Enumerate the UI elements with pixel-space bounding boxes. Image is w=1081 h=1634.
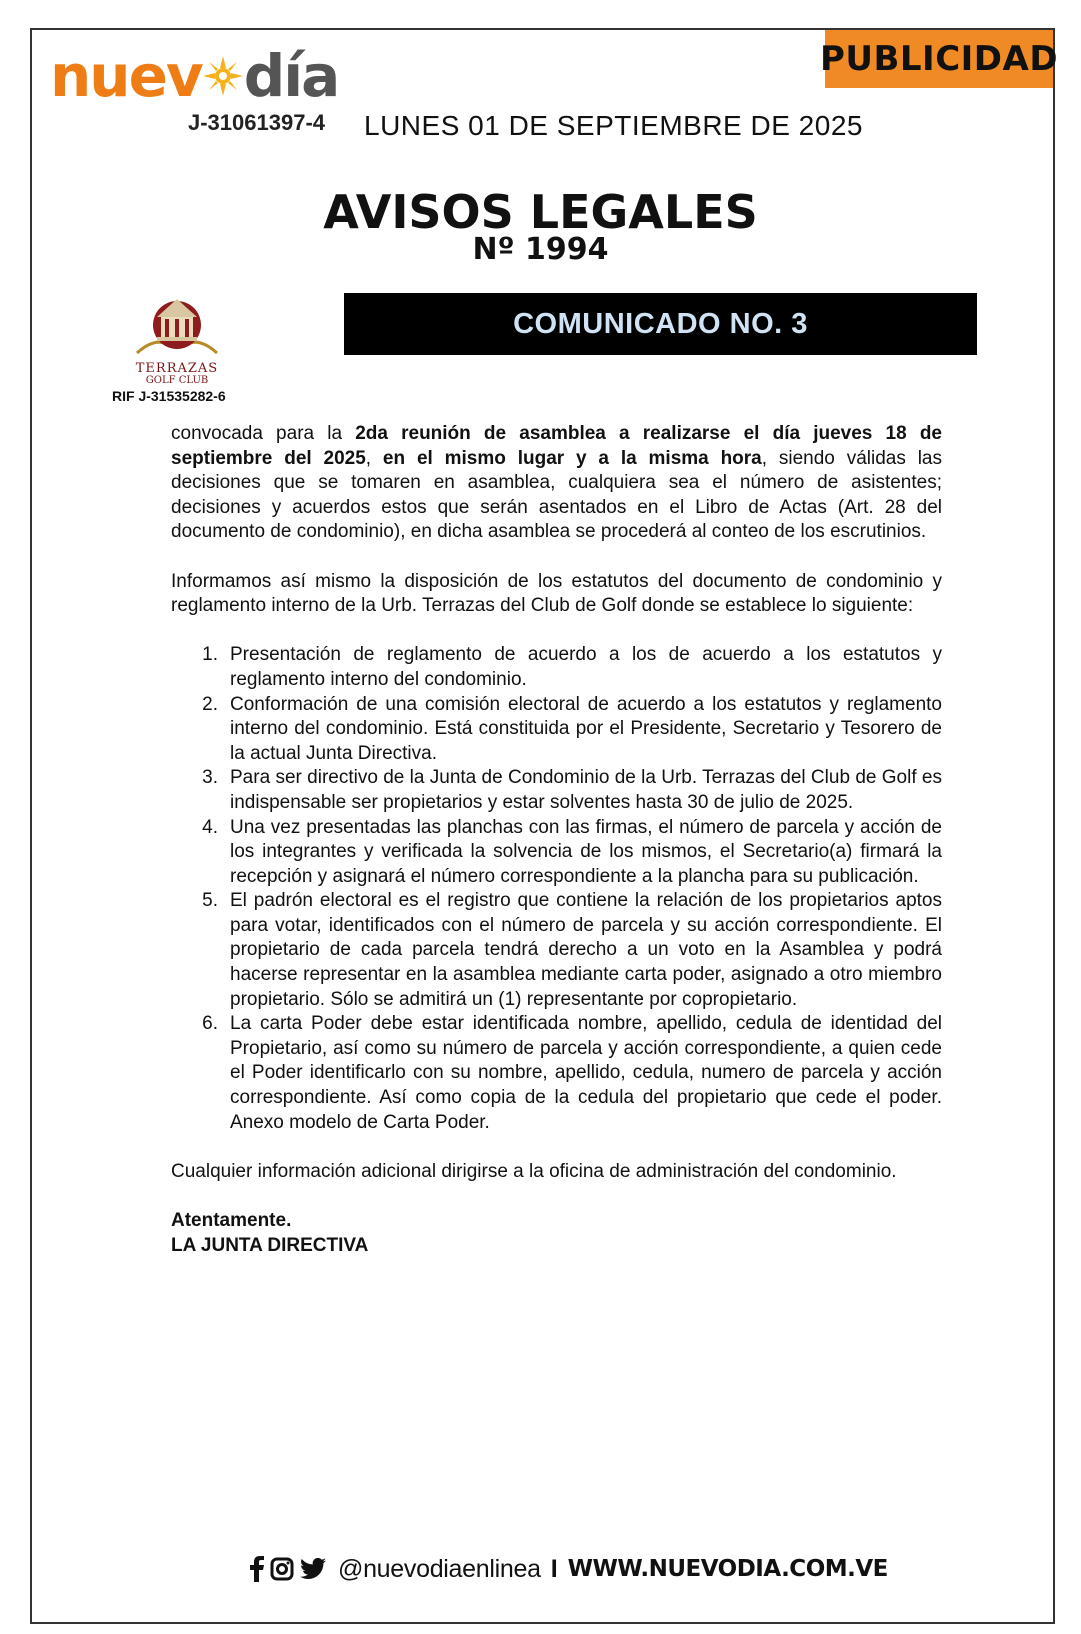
publication-date: LUNES 01 DE SEPTIEMBRE DE 2025 [364,110,863,141]
comunicado-banner [344,293,977,355]
newspaper-logo [50,42,340,110]
closing-text: Atentamente. [171,1210,292,1231]
logo-text-left: nuev [50,42,202,110]
list-item: 5. El padrón electoral es el registro que contiene la relación de los propietarios aptos para votar, identificados con el número de parcela y su acción correspondiente. El propietario de cada parcela tendrá derecho a un voto en la Asamblea y podrá hacerse representar en la asamblea mediante carta poder, asignado a otro miembro propietario. Sólo se admitirá un (1) representante por copropietario. [202,890,942,1010]
footer [250,1549,888,1589]
club-name: TERRAZAS [135,361,219,376]
signature-text: LA JUNTA DIRECTIVA [171,1234,369,1256]
sun-icon [203,56,243,96]
facebook-icon[interactable] [250,1556,264,1582]
club-rif: RIF J-31535282-6 [112,388,226,404]
publicidad-tag: PUBLICIDAD [825,30,1053,88]
list-item: 2. Conformación de una comisión electoral de acuerdo a los estatutos y reglamento interno del condominio. Está constituida por el Presidente, Secretario y Tesorero de la actual Junta Directiva. [202,693,942,764]
list-item: 1. Presentación de reglamento de acuerdo a los de acuerdo a los estatutos y reglamento interno del condominio. [202,644,942,690]
section-title: AVISOS LEGALES [323,185,758,239]
paragraph-informamos: Informamos así mismo la disposición de los estatutos del documento de condominio y reglamento interno de la Urb. Terrazas del Club de Golf donde se establece lo siguiente: [171,570,942,617]
club-subname: GOLF CLUB [145,375,209,386]
newspaper-rif: J-31061397-4 [188,110,326,135]
gazebo-icon [127,295,227,357]
list-item: 6. La carta Poder debe estar identificada nombre, apellido, cedula de identidad del Propietario, así como su número de parcela y acción correspondiente, a quien cede el Poder identificarlo con su nombre, apellido, cedula, numero de parcela y acción correspondiente. Así como copia de la cedula del propietario que cede el poder. Anexo modelo de Carta Poder. [202,1013,942,1133]
issue-number: Nº 1994 [472,232,609,267]
list-item: 3. Para ser directivo de la Junta de Condominio de la Urb. Terrazas del Club de Golf es indispensable ser propietarios y estar solventes hasta 30 de julio de 2025. [202,767,942,813]
notice-body [171,422,942,1258]
paragraph-convocatoria: convocada para la 2da reunión de asamblea a realizarse el día jueves 18 de septiembre del 2025, en el mismo lugar y a la misma hora, siendo válidas las decisiones que se tomaren en asamblea, cualquiera sea el número de asistentes; decisiones y acuerdos estos que serán asentados en el Libro de Actas (Art. 28 del documento de condominio), en dicha asamblea se procederá al conteo de los escrutinios. [171,423,943,543]
website-link[interactable]: WWW.NUEVODIA.COM.VE [567,1556,888,1582]
rules-list [171,643,942,1135]
comunicado-title: COMUNICADO NO. 3 [513,307,808,340]
logo-text-right: día [243,42,339,110]
footer-separator: I [550,1554,558,1583]
list-item: 4. Una vez presentadas las planchas con las firmas, el número de parcela y acción de los integrantes y verificada la solvencia de los mismos, el Secretario(a) firmará la recepción y asignará el número correspondiente a la plancha para su publicación. [202,816,942,887]
club-logo [112,295,242,405]
social-handle[interactable]: @nuevodiaenlinea [338,1554,541,1583]
paragraph-informacion: Cualquier información adicional dirigirse a la oficina de administración del condominio. [171,1160,897,1182]
instagram-icon[interactable] [270,1557,294,1581]
twitter-icon[interactable] [300,1558,326,1580]
